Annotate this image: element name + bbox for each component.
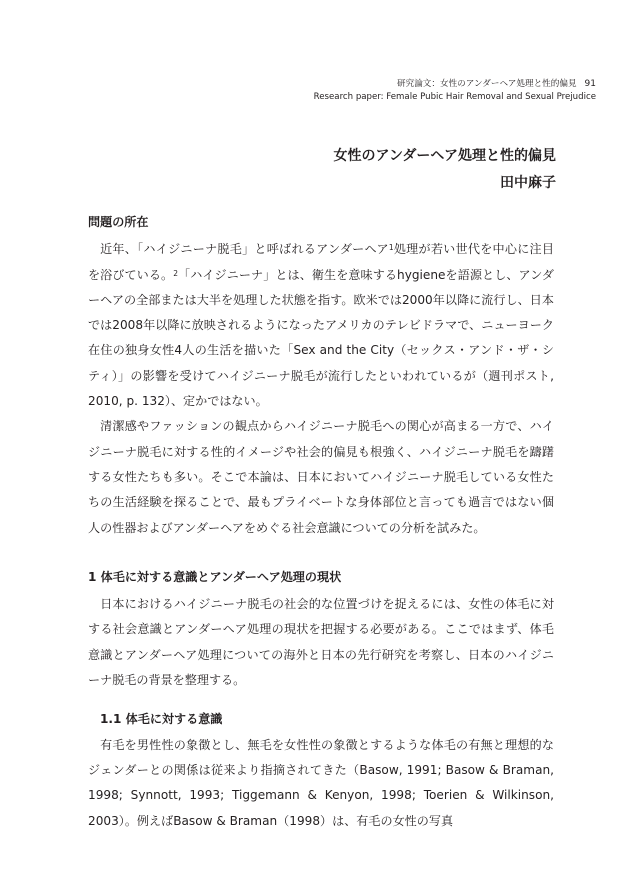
title-block <box>334 146 556 193</box>
paragraph-problem-2: 清潔感やファッションの観点からハイジニーナ脱毛への関心が高まる一方で、ハイジニーナ脱毛に対する性的イメージや社会的偏見も根強く、ハイジニーナ脱毛を躊躇する女性たちも多い。そこで本論は、日本においてハイジニーナ脱毛している女性たちの生活経験を探ることで、最もプライベートな身体部位と言っても過言ではない個人の性器およびアンダーヘアをめぐる社会意識についての分析を試みた。 <box>88 419 554 535</box>
paragraph-section-1: 日本におけるハイジニーナ脱毛の社会的な位置づけを捉えるには、女性の体毛に対する社会意識とアンダーヘア処理の現状を把握する必要がある。ここではまず、体毛意識とアンダーヘア処理についての海外と日本の先行研究を考察し、日本のハイジニーナ脱毛の背景を整理する。 <box>88 597 554 688</box>
article-author: 田中麻子 <box>500 175 556 191</box>
paragraph-text: 「ハイジニーナ」とは、衛生を意味するhygieneを語源とし、アンダーヘアの全部または大半を処理した状態を指す。欧米では2000年以降に流行し、日本では2008年以降に放映されるようになったアメリカのテレビドラマで、ニューヨーク在住の独身女性4人の生活を描いた「Sex and the City（セックス・アンド・ザ・シティ）」の影響を受けてハイジニーナ脱毛が流行したといわれているが（週刊ポスト, 2010, p. 132）、定かではない。 <box>88 267 554 409</box>
running-title-jp: 研究論文：女性のアンダーヘア処理と性的偏見 <box>397 79 577 89</box>
paragraph-problem-1 <box>88 237 554 414</box>
footnote-ref-2: 2 <box>173 268 178 278</box>
paragraph-section-1-1: 有毛を男性性の象徴とし、無毛を女性性の象徴とするような体毛の有無と理想的なジェンダーとの関係は従来より指摘されてきた（Basow, 1991; Basow & Braman, 1998; Synnott, 1993; Tiggemann & Kenyon, 1998; Toerien & Wilkinson, 2003）。例えばBasow & Braman（1998）は、有毛の女性の写真 <box>88 737 554 828</box>
paragraph-text: 処理が若い世代を中心に注目を浴びている。 <box>88 242 554 282</box>
heading-problem: 問題の所在 <box>88 215 149 229</box>
paragraph-text: 近年、「ハイジニーナ脱毛」と呼ばれるアンダーヘア <box>100 242 389 257</box>
article-title: 女性のアンダーヘア処理と性的偏見 <box>333 148 556 164</box>
running-title-en: Research paper: Female Pubic Hair Removal and Sexual Prejudice <box>313 92 596 102</box>
running-header <box>76 78 596 104</box>
heading-section-1: 1 体毛に対する意識とアンダーヘア処理の現状 <box>88 569 342 584</box>
heading-section-1-1: 1.1 体毛に対する意識 <box>100 712 223 727</box>
page-number: 91 <box>584 79 596 89</box>
footnote-ref-1: 1 <box>388 243 394 253</box>
article-body <box>88 210 554 834</box>
